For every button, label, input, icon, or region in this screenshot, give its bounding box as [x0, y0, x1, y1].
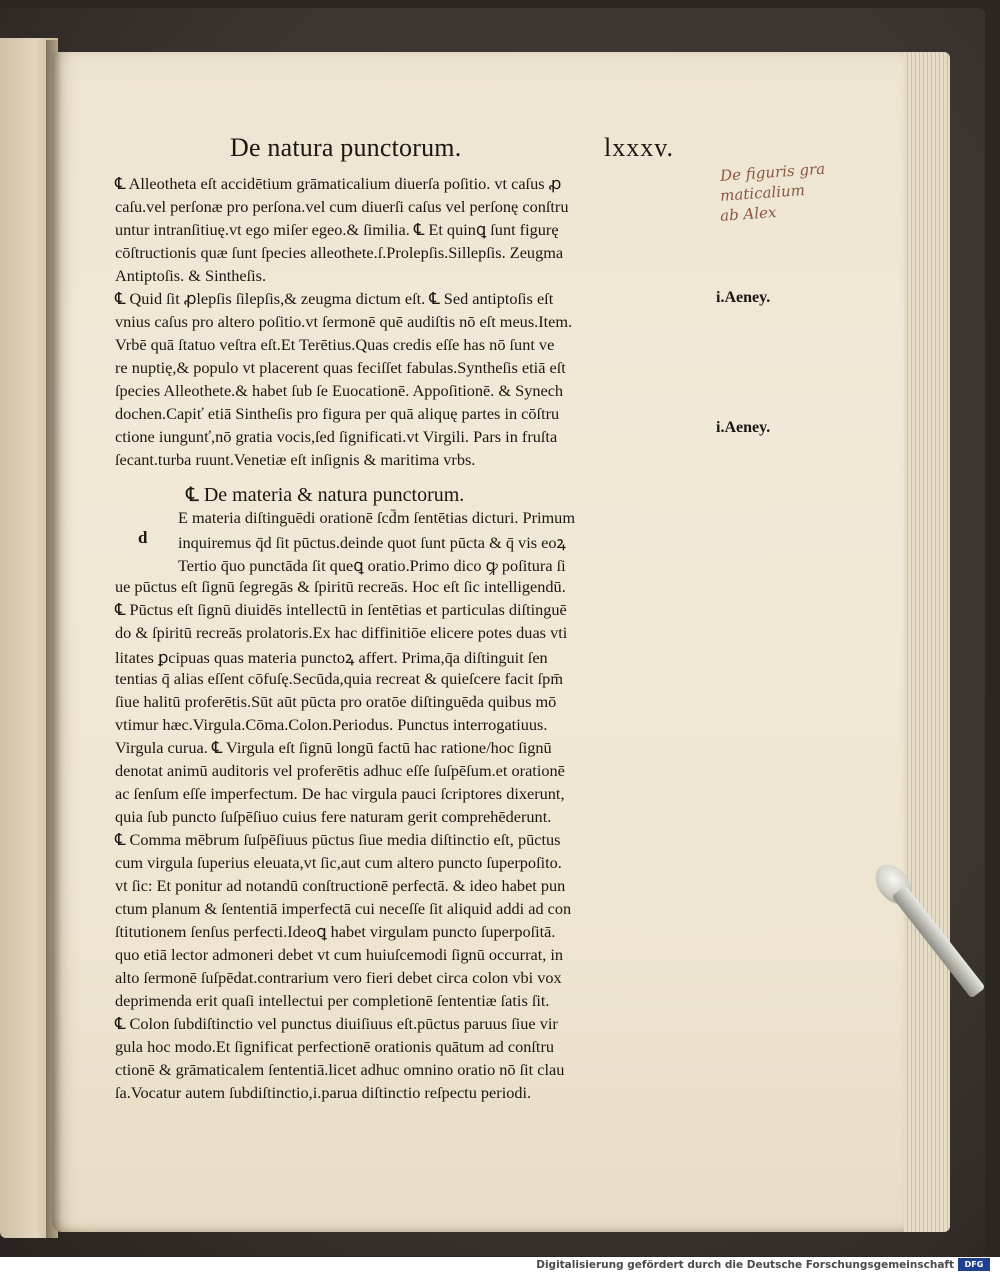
- footer-credit: Digitalisierung gefördert durch die Deutsche Forschungsgemeinschaft: [536, 1259, 954, 1271]
- text-line: cum virgula ſuperius eleuata,vt ſic,aut cum altero puncto ſuperpoſito.: [115, 853, 562, 872]
- handwritten-line: ab Alex: [719, 203, 777, 225]
- text-line: ctione iungunť,nō gratia vocis,ſed ſignificati.vt Virgili. Pars in fruſta: [115, 427, 558, 446]
- text-line: ſtitutionem ſenſus perfecti.Ideoꝗ habet virgulam puncto ſuperpoſitā.: [115, 922, 556, 941]
- text-line: alto ſermonē ſuſpēdat.contrarium vero fieri debet circa colon vbi vox: [115, 968, 562, 987]
- text-line: ℄ Quid ſit ꝓlepſis ſilepſis,& zeugma dictum eſt. ℄ Sed antiptoſis eſt: [115, 289, 554, 308]
- guide-letter: d: [138, 528, 148, 547]
- text-line: cōſtructionis quæ ſunt ſpecies alleothete.ſ.Prolepſis.Sillepſis. Zeugma: [115, 243, 564, 262]
- text-line: quo etiā lector admoneri debet vt cum huiuſcemodi ſignū occurrat, in: [115, 945, 564, 964]
- text-line: do & ſpiritū recreās prolatoris.Ex hac diffinitiōe elicere potes duas vti: [115, 623, 568, 642]
- text-line: gula hoc modo.Et ſignificat perfectionē orationis quātum ad conſtru: [115, 1037, 555, 1056]
- text-line: ctionē & grāmaticalem ſententiā.licet adhuc omnino oratio nō ſit clau: [115, 1060, 565, 1079]
- text-line: Antiptoſis. & Sintheſis.: [115, 266, 267, 285]
- text-line: caſu.vel perſonæ pro perſona.vel cum diuerſi caſus vel perſonę conſtru: [115, 197, 569, 216]
- text-line: ℄ Colon ſubdiſtinctio vel punctus diuiſiuus eſt.pūctus paruus ſiue vir: [115, 1014, 558, 1033]
- text-line: ac ſenſum eſſe imperfectum. De hac virgula pauci ſcriptores dixerunt,: [115, 784, 565, 803]
- section-heading: ℄ De materia & natura punctorum.: [186, 484, 465, 506]
- text-line: ℄ Pūctus eſt ſignū diuidēs intellectū in ſentētias et particulas diſtinguē: [115, 600, 567, 619]
- text-line: vtimur hæc.Virgula.Cōma.Colon.Periodus. Punctus interrogatiuus.: [115, 715, 548, 734]
- folio-number: lxxxv.: [604, 133, 675, 162]
- running-head: De natura punctorum.: [230, 133, 462, 162]
- text-line: deprimenda erit quaſi intellectui per completionē ſententiæ ſatis ſit.: [115, 991, 550, 1010]
- text-line: ſiue halitū proferētis.Sūt aūt pūcta pro oratōe diſtinguēda quibus mō: [115, 692, 557, 711]
- text-line: vt ſic: Et ponitur ad notandū conſtructionē perfectā. & ideo habet pun: [115, 876, 566, 895]
- gutter-shadow: [46, 40, 62, 1240]
- text-line: untur intranſitiuę.vt ego miſer egeo.& ſimilia. ℄ Et quinꝗ ſunt figurę: [115, 220, 559, 239]
- text-line: E materia diſtinguēdi orationē ſcd̄m ſentētias dicturi. Primum: [178, 508, 575, 527]
- handwritten-annotation: [720, 160, 890, 240]
- text-line: ctum planum & ſententiā imperfectā cui neceſſe ſit aliquid addi ad con: [115, 899, 572, 918]
- text-line: ſpecies Alleothete.& habet ſub ſe Euocationē. Appoſitionē. & Synech: [115, 381, 564, 400]
- handwritten-line: maticalium: [719, 181, 806, 205]
- text-line: tentias q̄ alias eſſent cōfuſę.Secūda,quia recreat & quieſcere facit ſpm̄: [115, 669, 563, 688]
- handwritten-line: De figuris gra: [719, 159, 826, 185]
- dfg-logo: DFG: [958, 1258, 990, 1271]
- text-line: ℄ Comma mēbrum ſuſpēſiuus pūctus ſiue media diſtinctio eſt, pūctus: [115, 830, 561, 849]
- text-line: Tertio q̄uo punctāda ſit queꝗ oratio.Primo dico ꝙ poſitura ſi: [178, 556, 566, 575]
- text-line: dochen.Capiť etiā Sintheſis pro figura per quā aliquę partes in cōſtru: [115, 404, 560, 423]
- text-line: litates ꝑcipuas quas materia punctoꝝ affert. Prima,q̄a diſtinguit ſen: [115, 648, 548, 667]
- text-line: inquiremus q̄d ſit pūctus.deinde quot ſunt pūcta & q̄ vis eoꝝ: [178, 533, 566, 552]
- text-line: ue pūctus eſt ſignū ſegregās & ſpiritū recreās. Hoc eſt ſic intelligendū.: [115, 577, 566, 596]
- text-line: Vrbē quā ſtatuo veſtra eſt.Et Terētius.Quas credis eſſe has nō ſunt ve: [115, 335, 555, 354]
- text-line: Virgula curua. ℄ Virgula eſt ſignū longū factū hac ratione/hoc ſignū: [115, 738, 552, 757]
- text-line: vnius caſus pro altero poſitio.vt ſermonē quē audiſtis nō eſt meus.Item.: [115, 312, 573, 331]
- text-line: ſecant.turba ruunt.Venetiæ eſt inſignis & maritima vrbs.: [115, 450, 476, 469]
- text-line: ſa.Vocatur autem ſubdiſtinctio,i.parua diſtinctio reſpectu periodi.: [115, 1083, 532, 1102]
- text-line: re nuptię,& populo vt placerent quas feciſſet fabulas.Syntheſis etiā eſt: [115, 358, 566, 377]
- text-line: quia ſub puncto ſuſpēſiuo cuius fere naturam gerit comprehēderunt.: [115, 807, 552, 826]
- text-line: ℄ Alleotheta eſt accidētium grāmaticalium diuerſa poſitio. vt caſus ꝓ: [115, 174, 562, 193]
- text-line: denotat animū auditoris vel proferētis adhuc eſſe ſuſpēſum.et orationē: [115, 761, 565, 780]
- margin-note: i.Aeney.: [716, 419, 771, 436]
- margin-note: i.Aeney.: [716, 289, 771, 306]
